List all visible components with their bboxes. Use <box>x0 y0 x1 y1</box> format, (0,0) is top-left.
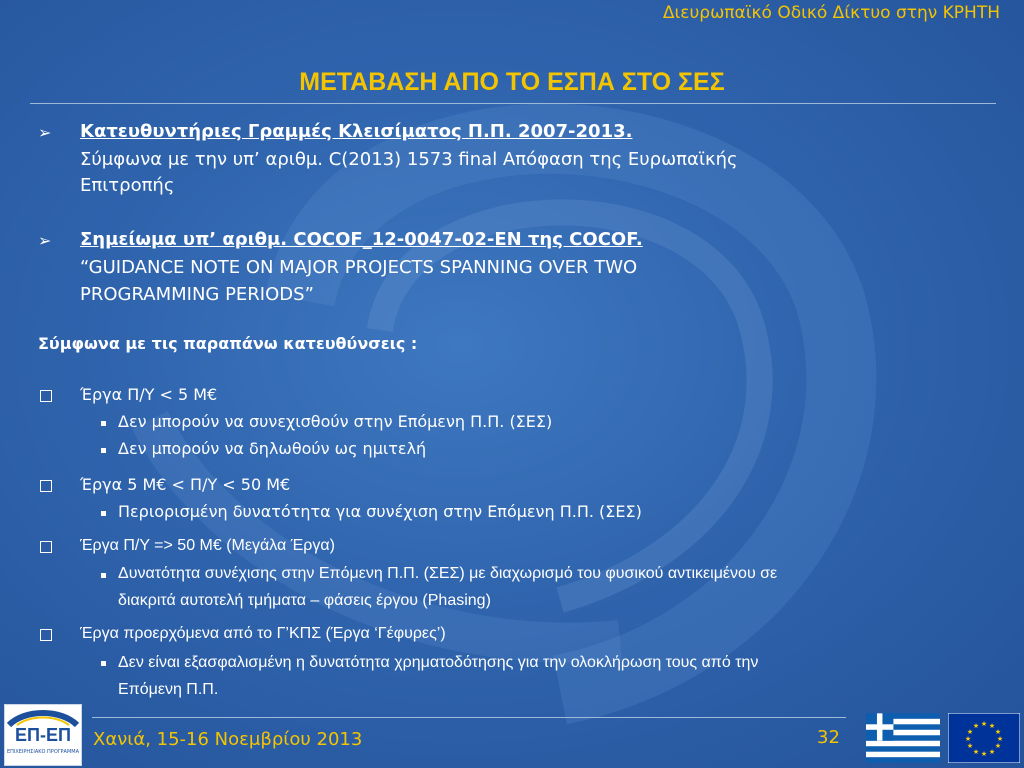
category-point: διακριτά αυτοτελή τμήματα – φάσεις έργου (Phasing) <box>118 592 491 609</box>
svg-text:★: ★ <box>964 735 972 743</box>
footer-location-date: Χανιά, 15-16 Νοεμβρίου 2013 <box>93 729 363 750</box>
svg-text:★: ★ <box>980 720 988 728</box>
checkbox-bullet-icon <box>40 480 52 492</box>
square-bullet-icon <box>101 661 106 666</box>
logo-caption: ΕΠΙΧΕΙΡΗΣΙΑΚΟ ΠΡΟΓΡΑΜΜΑ <box>6 749 80 755</box>
reference-line: PROGRAMMING PERIODS” <box>80 284 314 305</box>
category-point: Δυνατότητα συνέχισης στην Επόμενη Π.Π. (ΣΕΣ) με διαχωρισμό του φυσικού αντικειμένου σε <box>118 565 778 582</box>
reference-heading: Σημείωμα υπ’ αριθμ. COCOF_12-0047-02-EN της COCOF. <box>80 229 643 250</box>
logo-text: ΕΠ-ΕΠ <box>14 725 71 745</box>
program-logo <box>4 704 82 766</box>
arrow-bullet-icon: ➢ <box>38 231 52 250</box>
checkbox-bullet-icon <box>40 541 52 553</box>
category-label: Έργα Π/Υ < 5 Μ€ <box>80 385 218 404</box>
reference-heading: Κατευθυντήριες Γραμμές Κλεισίματος Π.Π. 2007-2013. <box>80 121 633 142</box>
category-point: Δεν μπορούν να δηλωθούν ως ημιτελή <box>118 439 427 458</box>
svg-text:★: ★ <box>966 742 974 750</box>
category-point: Επόμενη Π.Π. <box>118 681 219 698</box>
svg-text:★: ★ <box>980 750 988 758</box>
square-bullet-icon <box>101 511 106 516</box>
eu-flag-icon <box>948 713 1020 763</box>
checkbox-bullet-icon <box>40 629 52 641</box>
reference-line: “GUIDANCE NOTE ON MAJOR PROJECTS SPANNING OVER TWO <box>80 257 638 278</box>
category-label: Έργα προερχόμενα από το Γ’ΚΠΣ (Έργα ‘Γέφυρες’) <box>80 625 446 642</box>
network-title: Διευρωπαϊκό Οδικό Δίκτυο στην ΚΡΗΤΗ <box>662 3 1000 23</box>
page-number: 32 <box>817 727 840 748</box>
square-bullet-icon <box>101 573 106 578</box>
category-label: Έργα Π/Υ => 50 Μ€ (Μεγάλα Έργα) <box>80 537 335 554</box>
road-logo-icon <box>5 705 81 727</box>
greek-flag-icon <box>866 713 940 763</box>
category-point: Δεν είναι εξασφαλισμένη η δυνατότητα χρηματοδότησης για την ολοκλήρωση τους από την <box>118 654 759 671</box>
square-bullet-icon <box>101 448 106 453</box>
footer-divider <box>92 717 846 718</box>
lead-text: Σύμφωνα με τις παραπάνω κατευθύνσεις : <box>38 334 418 353</box>
reference-line: Επιτροπής <box>80 175 175 196</box>
svg-text:★: ★ <box>972 748 980 756</box>
svg-text:★: ★ <box>994 742 1002 750</box>
arrow-bullet-icon: ➢ <box>38 123 52 142</box>
svg-text:★: ★ <box>996 735 1004 743</box>
checkbox-bullet-icon <box>40 390 52 402</box>
svg-text:★: ★ <box>994 728 1002 736</box>
slide-title: ΜΕΤΑΒΑΣΗ ΑΠΟ ΤΟ ΕΣΠΑ ΣΤΟ ΣΕΣ <box>299 68 725 96</box>
reference-line: Σύμφωνα με την υπ’ αριθμ. C(2013) 1573 final Απόφαση της Ευρωπαϊκής <box>80 149 738 170</box>
svg-text:★: ★ <box>988 748 996 756</box>
square-bullet-icon <box>101 421 106 426</box>
svg-text:★: ★ <box>972 722 980 730</box>
svg-text:★: ★ <box>966 728 974 736</box>
category-point: Περιορισμένη δυνατότητα για συνέχιση στην Επόμενη Π.Π. (ΣΕΣ) <box>118 502 642 521</box>
category-label: Έργα 5 Μ€ < Π/Υ < 50 Μ€ <box>80 475 291 494</box>
category-point: Δεν μπορούν να συνεχισθούν στην Επόμενη Π.Π. (ΣΕΣ) <box>118 412 553 431</box>
svg-text:★: ★ <box>988 722 996 730</box>
